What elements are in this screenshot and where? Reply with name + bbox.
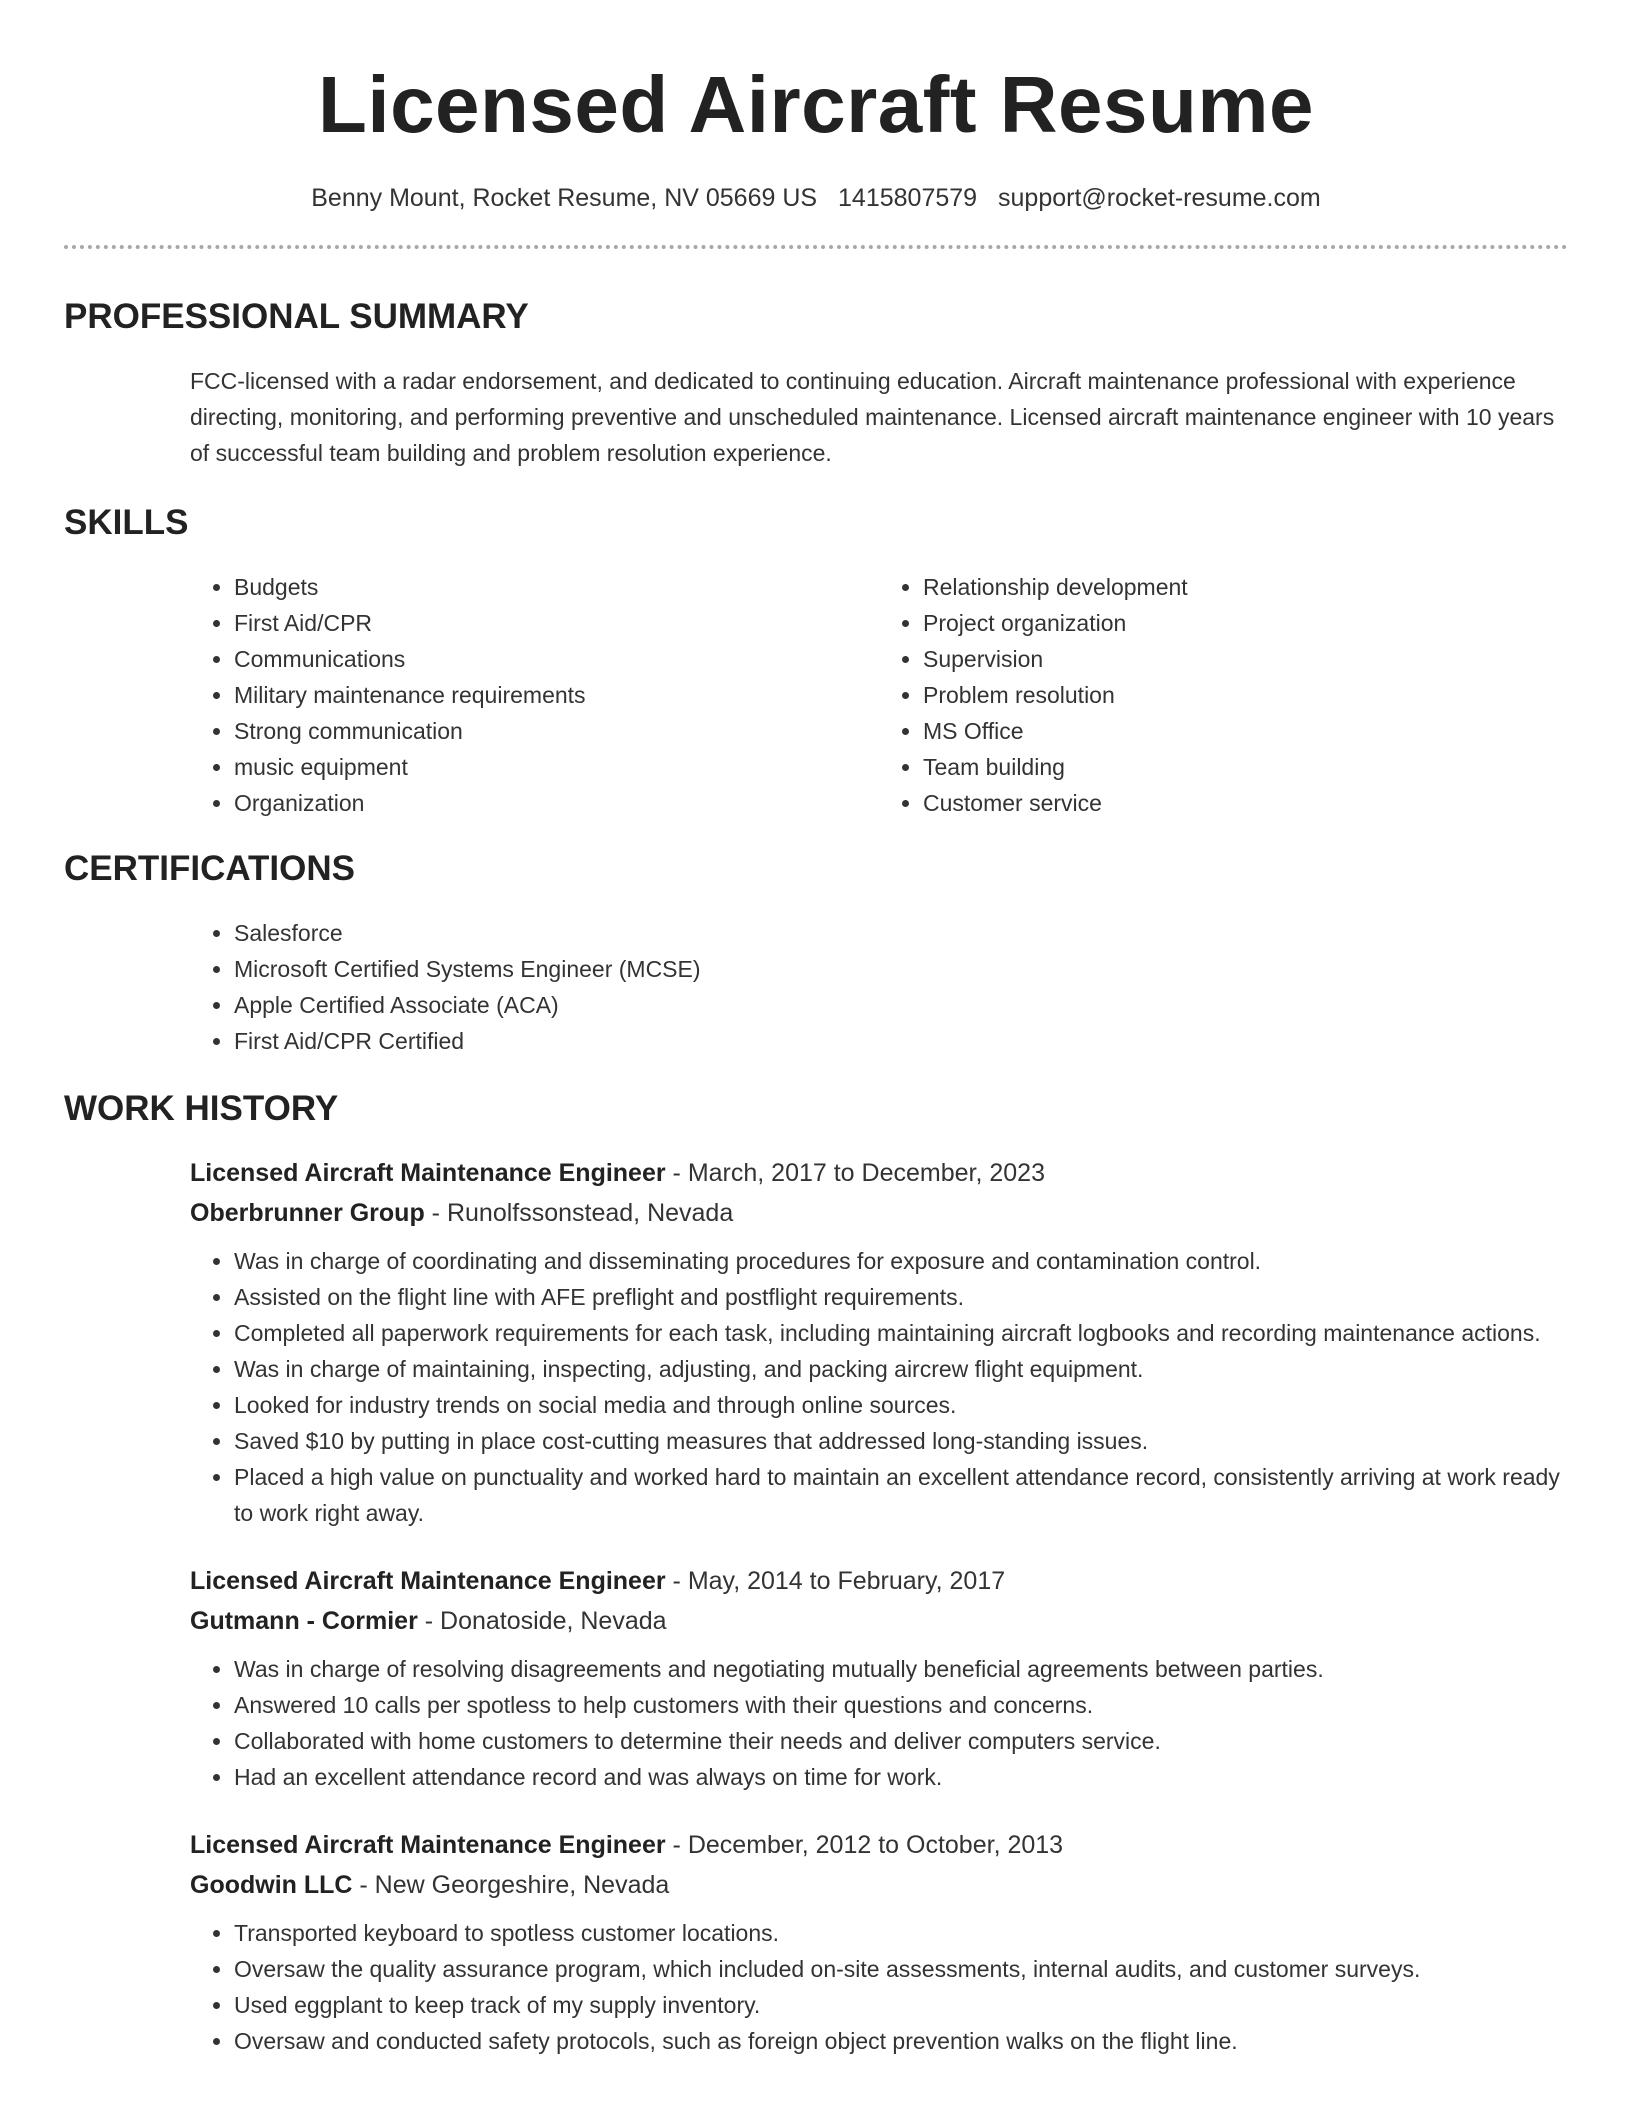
skill-item: • music equipment — [234, 749, 879, 785]
job-company: Gutmann - Cormier — [190, 1607, 418, 1635]
certifications-block — [190, 915, 1568, 1059]
job-bullet-list — [190, 1651, 1568, 1795]
skill-item: • Problem resolution — [923, 677, 1568, 713]
job-bullet: • Oversaw and conducted safety protocols, such as foreign object prevention walks on the flight line. — [234, 2023, 1568, 2059]
resume-page — [64, 0, 1568, 2059]
skills-right-list — [879, 569, 1568, 821]
skill-item: • Relationship development — [923, 569, 1568, 605]
job-dates: - December, 2012 to October, 2013 — [665, 1831, 1064, 1859]
skills-columns — [190, 569, 1568, 821]
job-company: Goodwin LLC — [190, 1871, 353, 1899]
summary-text: FCC-licensed with a radar endorsement, and dedicated to continuing education. Aircraft maintenance professional with experience directing, monitoring, and performing preventive and unscheduled maintenance. Licensed aircraft maintenance engineer with 10 years of successful team building and problem resolution experience. — [190, 368, 1555, 466]
skills-left-list — [190, 569, 879, 821]
job-bullet: • Collaborated with home customers to determine their needs and deliver computers service. — [234, 1723, 1568, 1759]
job-bullet: • Completed all paperwork requirements for each task, including maintaining aircraft logbooks and recording maintenance actions. — [234, 1315, 1568, 1351]
job-title: Licensed Aircraft Maintenance Engineer — [190, 1567, 666, 1595]
contact-phone: 1415807579 — [838, 184, 978, 212]
job-bullet: • Was in charge of coordinating and disseminating procedures for exposure and contamination control. — [234, 1243, 1568, 1279]
skill-item: • Communications — [234, 641, 879, 677]
job-bullet: • Saved $10 by putting in place cost-cutting measures that addressed long-standing issues. — [234, 1423, 1568, 1459]
skills-heading: SKILLS — [64, 503, 189, 542]
job-bullet: • Was in charge of resolving disagreements and negotiating mutually beneficial agreements between parties. — [234, 1651, 1568, 1687]
work-history-heading: WORK HISTORY — [64, 1089, 339, 1128]
job-title-line — [190, 1153, 1568, 1193]
skill-item: • Military maintenance requirements — [234, 677, 879, 713]
job-bullet: • Answered 10 calls per spotless to help customers with their questions and concerns. — [234, 1687, 1568, 1723]
job-title-line — [190, 1825, 1568, 1865]
certifications-heading: CERTIFICATIONS — [64, 849, 356, 888]
job-entry — [190, 1561, 1568, 1795]
skill-item: • Budgets — [234, 569, 879, 605]
job-bullet-list — [190, 1915, 1568, 2059]
job-entry — [190, 1825, 1568, 2059]
job-bullet: • Oversaw the quality assurance program, which included on-site assessments, internal audits, and customer surveys. — [234, 1951, 1568, 1987]
job-entry — [190, 1153, 1568, 1531]
job-title: Licensed Aircraft Maintenance Engineer — [190, 1831, 666, 1859]
contact-email: support@rocket-resume.com — [998, 184, 1321, 212]
job-dates: - May, 2014 to February, 2017 — [665, 1567, 1006, 1595]
resume-title: Licensed Aircraft Resume — [317, 60, 1315, 149]
contact-line — [64, 181, 1568, 215]
certification-item: • Salesforce — [234, 915, 1568, 951]
job-company: Oberbrunner Group — [190, 1199, 425, 1227]
job-location: - New Georgeshire, Nevada — [352, 1871, 670, 1899]
certification-item: • Microsoft Certified Systems Engineer (MCSE) — [234, 951, 1568, 987]
skill-item: • Organization — [234, 785, 879, 821]
job-bullet: • Transported keyboard to spotless customer locations. — [234, 1915, 1568, 1951]
skill-item: • MS Office — [923, 713, 1568, 749]
certification-item: • First Aid/CPR Certified — [234, 1023, 1568, 1059]
skill-item: • First Aid/CPR — [234, 605, 879, 641]
job-location: - Donatoside, Nevada — [417, 1607, 667, 1635]
job-bullet: • Was in charge of maintaining, inspecting, adjusting, and packing aircrew flight equipment. — [234, 1351, 1568, 1387]
job-dates: - March, 2017 to December, 2023 — [665, 1159, 1045, 1187]
job-bullet: • Assisted on the flight line with AFE preflight and postflight requirements. — [234, 1279, 1568, 1315]
contact-address: Benny Mount, Rocket Resume, NV 05669 US — [311, 184, 818, 212]
job-location: - Runolfssonstead, Nevada — [424, 1199, 734, 1227]
summary-heading: PROFESSIONAL SUMMARY — [64, 297, 529, 336]
job-bullet: • Looked for industry trends on social media and through online sources. — [234, 1387, 1568, 1423]
job-bullet-list — [190, 1243, 1568, 1531]
job-company-line — [190, 1865, 1568, 1905]
job-bullet: • Placed a high value on punctuality and worked hard to maintain an excellent attendance record, consistently arriving at work ready to work right away. — [234, 1459, 1568, 1531]
certification-item: • Apple Certified Associate (ACA) — [234, 987, 1568, 1023]
job-company-line — [190, 1601, 1568, 1641]
skill-item: • Customer service — [923, 785, 1568, 821]
skill-item: • Team building — [923, 749, 1568, 785]
skill-item: • Supervision — [923, 641, 1568, 677]
job-bullet: • Used eggplant to keep track of my supply inventory. — [234, 1987, 1568, 2023]
job-title: Licensed Aircraft Maintenance Engineer — [190, 1159, 666, 1187]
job-bullet: • Had an excellent attendance record and was always on time for work. — [234, 1759, 1568, 1795]
certifications-list — [190, 915, 1568, 1059]
job-title-line — [190, 1561, 1568, 1601]
job-company-line — [190, 1193, 1568, 1233]
header-divider — [64, 245, 1568, 249]
skill-item: • Strong communication — [234, 713, 879, 749]
skill-item: • Project organization — [923, 605, 1568, 641]
